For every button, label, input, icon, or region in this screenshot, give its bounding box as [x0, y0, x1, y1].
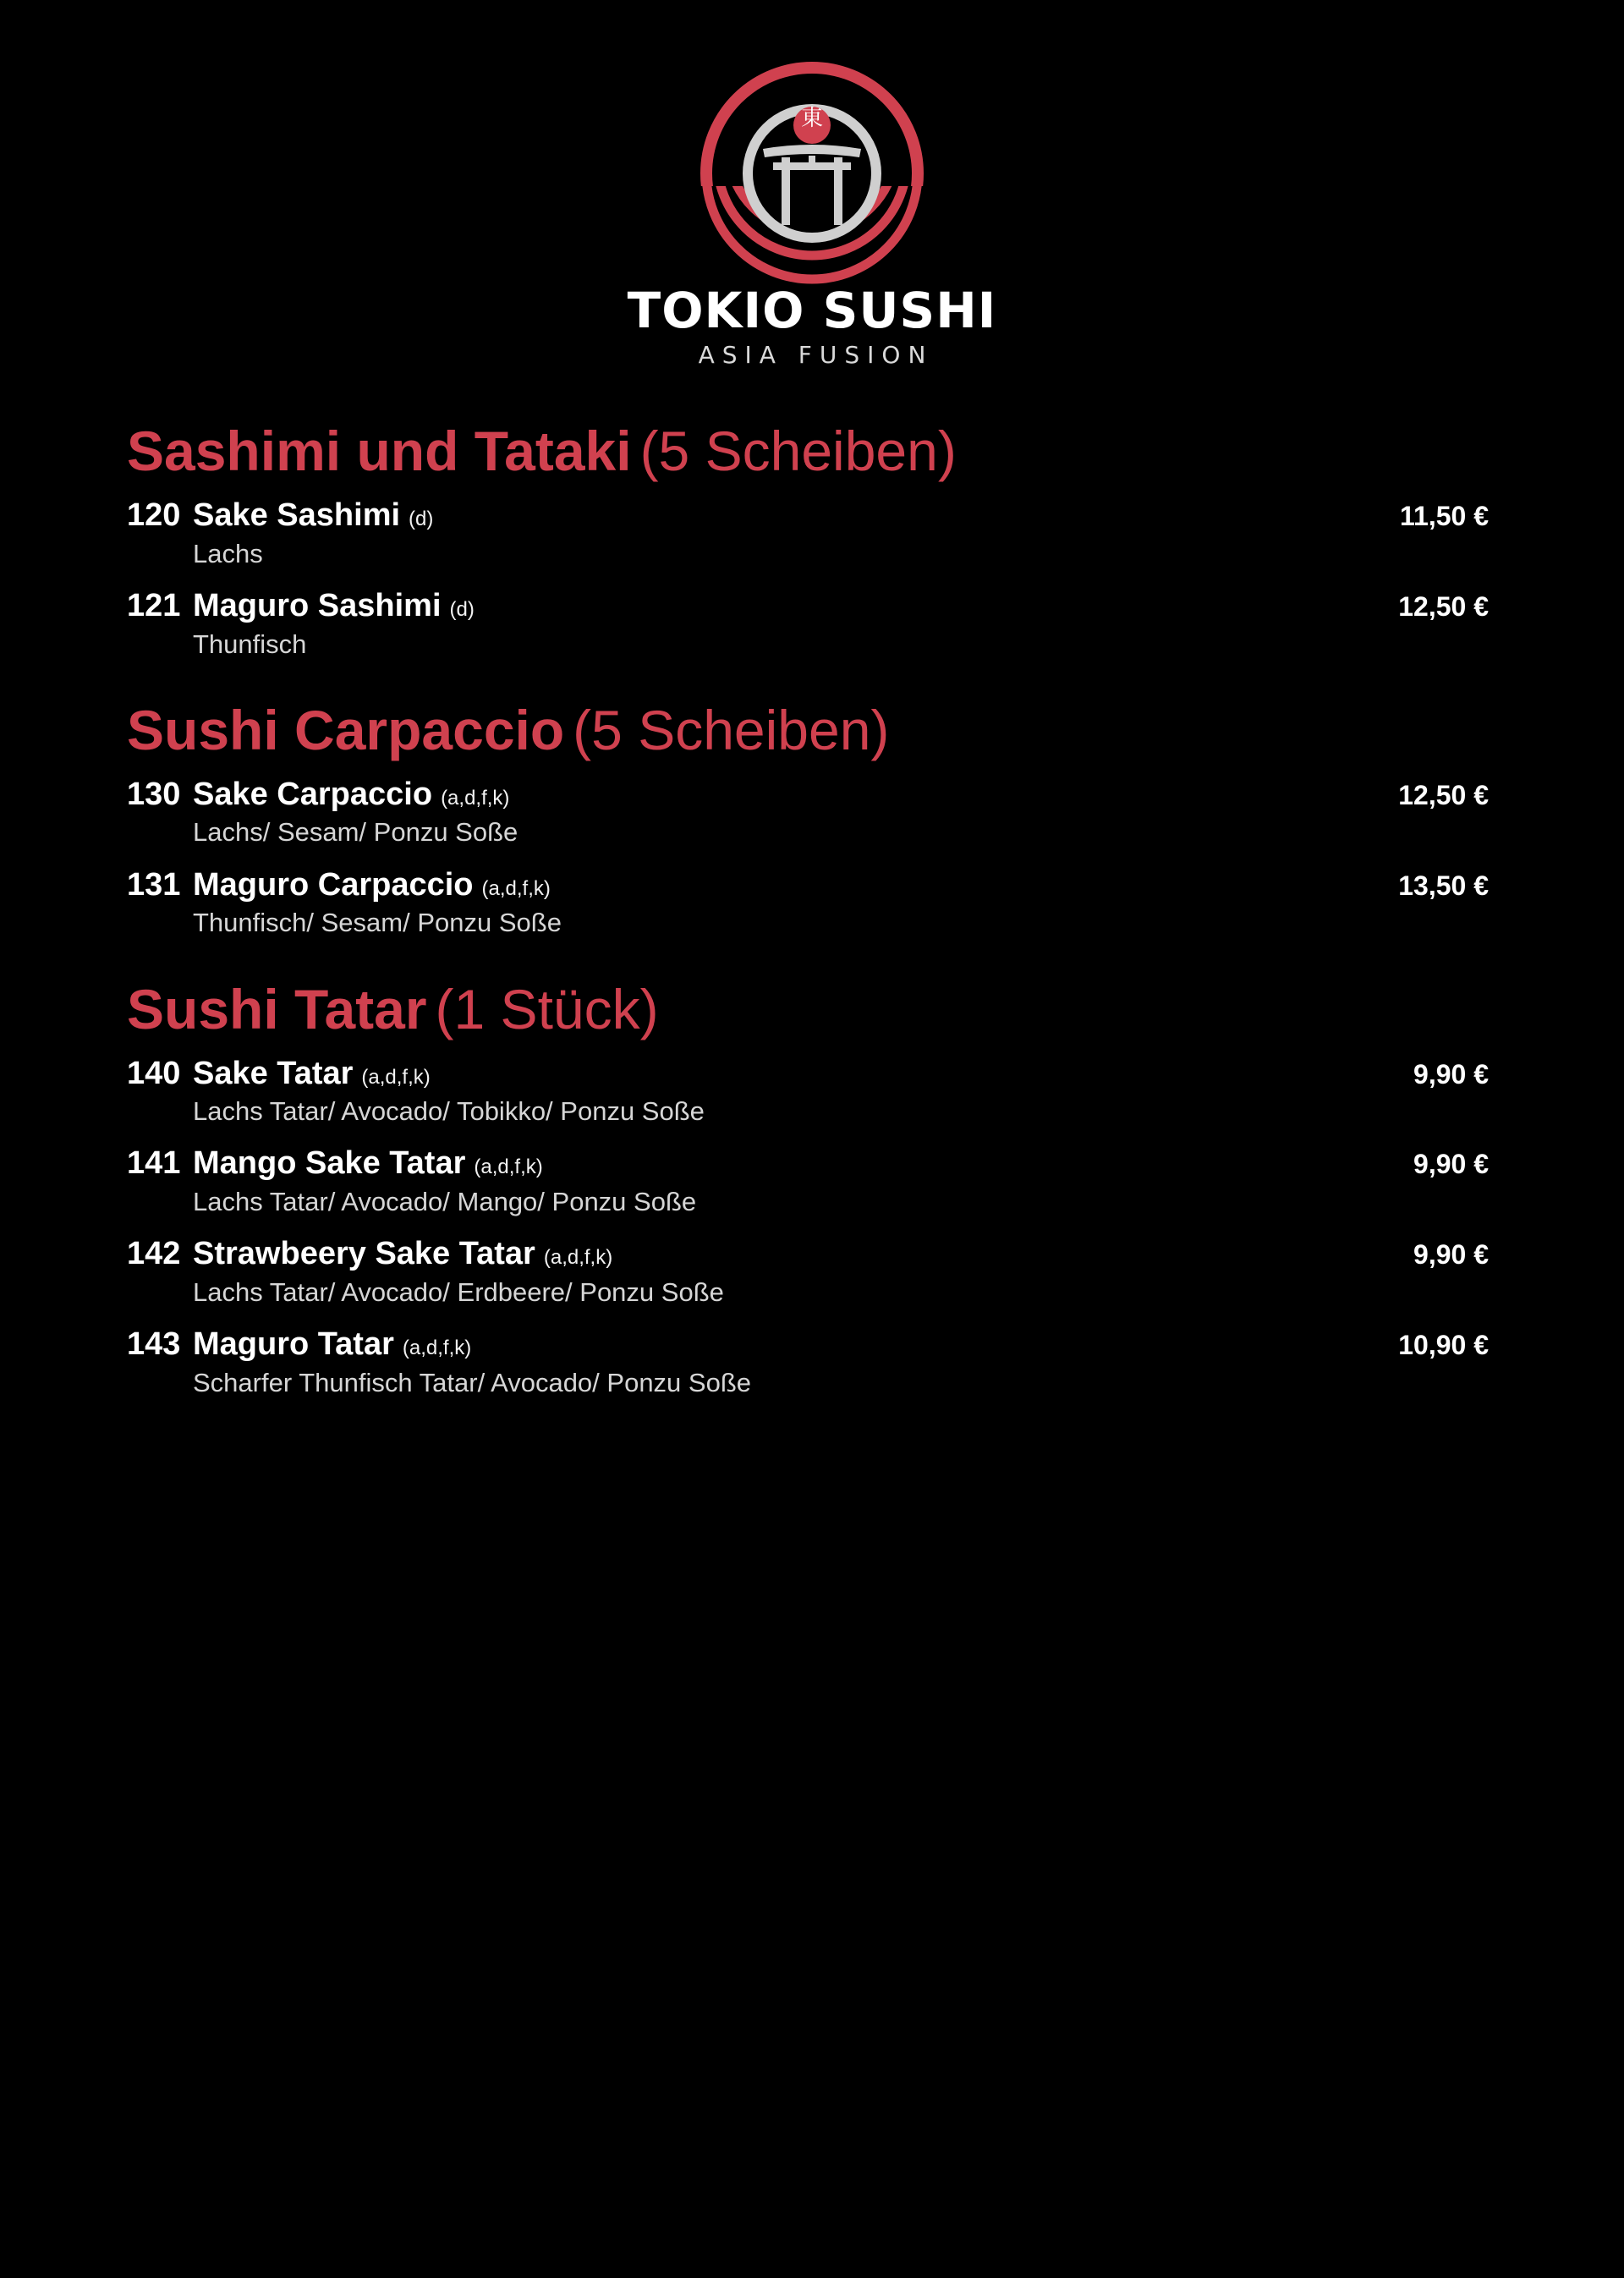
item-allergens: (a,d,f,k): [474, 1155, 543, 1179]
item-number: 143: [127, 1326, 181, 1363]
item-name: Strawbeery Sake Tatar: [193, 1236, 535, 1272]
section-title-main: Sashimi und Tataki: [127, 420, 632, 482]
section-title-main: Sushi Carpaccio: [127, 698, 565, 761]
item-allergens: (d): [449, 597, 475, 621]
section-title: [127, 420, 1489, 482]
section-title-main: Sushi Tatar: [127, 977, 427, 1040]
item-price: 11,50 €: [1400, 501, 1489, 531]
item-number: 140: [127, 1055, 181, 1091]
menu-section: [127, 977, 1489, 1399]
item-number: 142: [127, 1236, 181, 1272]
item-description: Lachs/ Sesam/ Ponzu Soße: [193, 817, 518, 848]
brand-name: TOKIO SUSHI: [627, 282, 997, 339]
item-description: Lachs Tatar/ Avocado/ Tobikko/ Ponzu Soße: [193, 1096, 705, 1127]
item-description: Lachs Tatar/ Avocado/ Erdbeere/ Ponzu Soße: [193, 1276, 724, 1307]
item-description: Lachs Tatar/ Avocado/ Mango/ Ponzu Soße: [193, 1187, 697, 1217]
item-price: 9,90 €: [1413, 1149, 1489, 1180]
item-name: Sake Carpaccio: [193, 776, 433, 812]
item-name: Maguro Carpaccio: [193, 866, 474, 903]
item-number: 121: [127, 587, 181, 623]
item-price: 10,90 €: [1398, 1330, 1489, 1361]
section-title: [127, 977, 1489, 1040]
item-price: 9,90 €: [1413, 1058, 1489, 1090]
menu-item: [127, 588, 1489, 660]
emblem-glyph: 東: [800, 106, 823, 131]
section-title-qty: (1 Stück): [435, 977, 659, 1040]
menu-section: [127, 698, 1489, 939]
section-title-qty: (5 Scheiben): [639, 420, 957, 482]
item-name: Maguro Tatar: [193, 1326, 394, 1363]
brand-subtitle: ASIA FUSION: [698, 341, 934, 369]
item-name: Maguro Sashimi: [193, 587, 442, 623]
item-description: Thunfisch/ Sesam/ Ponzu Soße: [193, 908, 562, 938]
item-allergens: (a,d,f,k): [402, 1337, 472, 1360]
item-description: Lachs: [193, 538, 263, 568]
item-allergens: (a,d,f,k): [543, 1246, 613, 1270]
item-name: Sake Sashimi: [193, 497, 401, 533]
menu-item: [127, 777, 1489, 848]
menu-item: [127, 497, 1489, 569]
item-name: Sake Tatar: [193, 1055, 354, 1091]
menu-item: [127, 1236, 1489, 1308]
item-number: 131: [127, 866, 181, 903]
item-description: Scharfer Thunfisch Tatar/ Avocado/ Ponzu Soße: [193, 1367, 752, 1397]
item-price: 12,50 €: [1398, 779, 1489, 810]
item-price: 13,50 €: [1398, 870, 1489, 901]
section-title-qty: (5 Scheiben): [573, 698, 890, 761]
menu-content: [127, 420, 1489, 1441]
brand-logo: [0, 59, 1624, 367]
item-allergens: (a,d,f,k): [361, 1065, 431, 1089]
item-price: 12,50 €: [1398, 590, 1489, 622]
item-number: 120: [127, 497, 181, 533]
menu-item: [127, 1145, 1489, 1217]
item-name: Mango Sake Tatar: [193, 1145, 466, 1182]
menu-item: [127, 1056, 1489, 1128]
item-allergens: (a,d,f,k): [481, 876, 551, 900]
section-title: [127, 698, 1489, 761]
item-price: 9,90 €: [1413, 1239, 1489, 1271]
item-description: Thunfisch: [193, 629, 307, 659]
menu-item: [127, 1326, 1489, 1398]
menu-section: [127, 420, 1489, 660]
item-number: 130: [127, 776, 181, 812]
item-allergens: (d): [409, 508, 434, 530]
item-number: 141: [127, 1145, 181, 1182]
item-allergens: (a,d,f,k): [441, 786, 510, 810]
menu-item: [127, 867, 1489, 939]
